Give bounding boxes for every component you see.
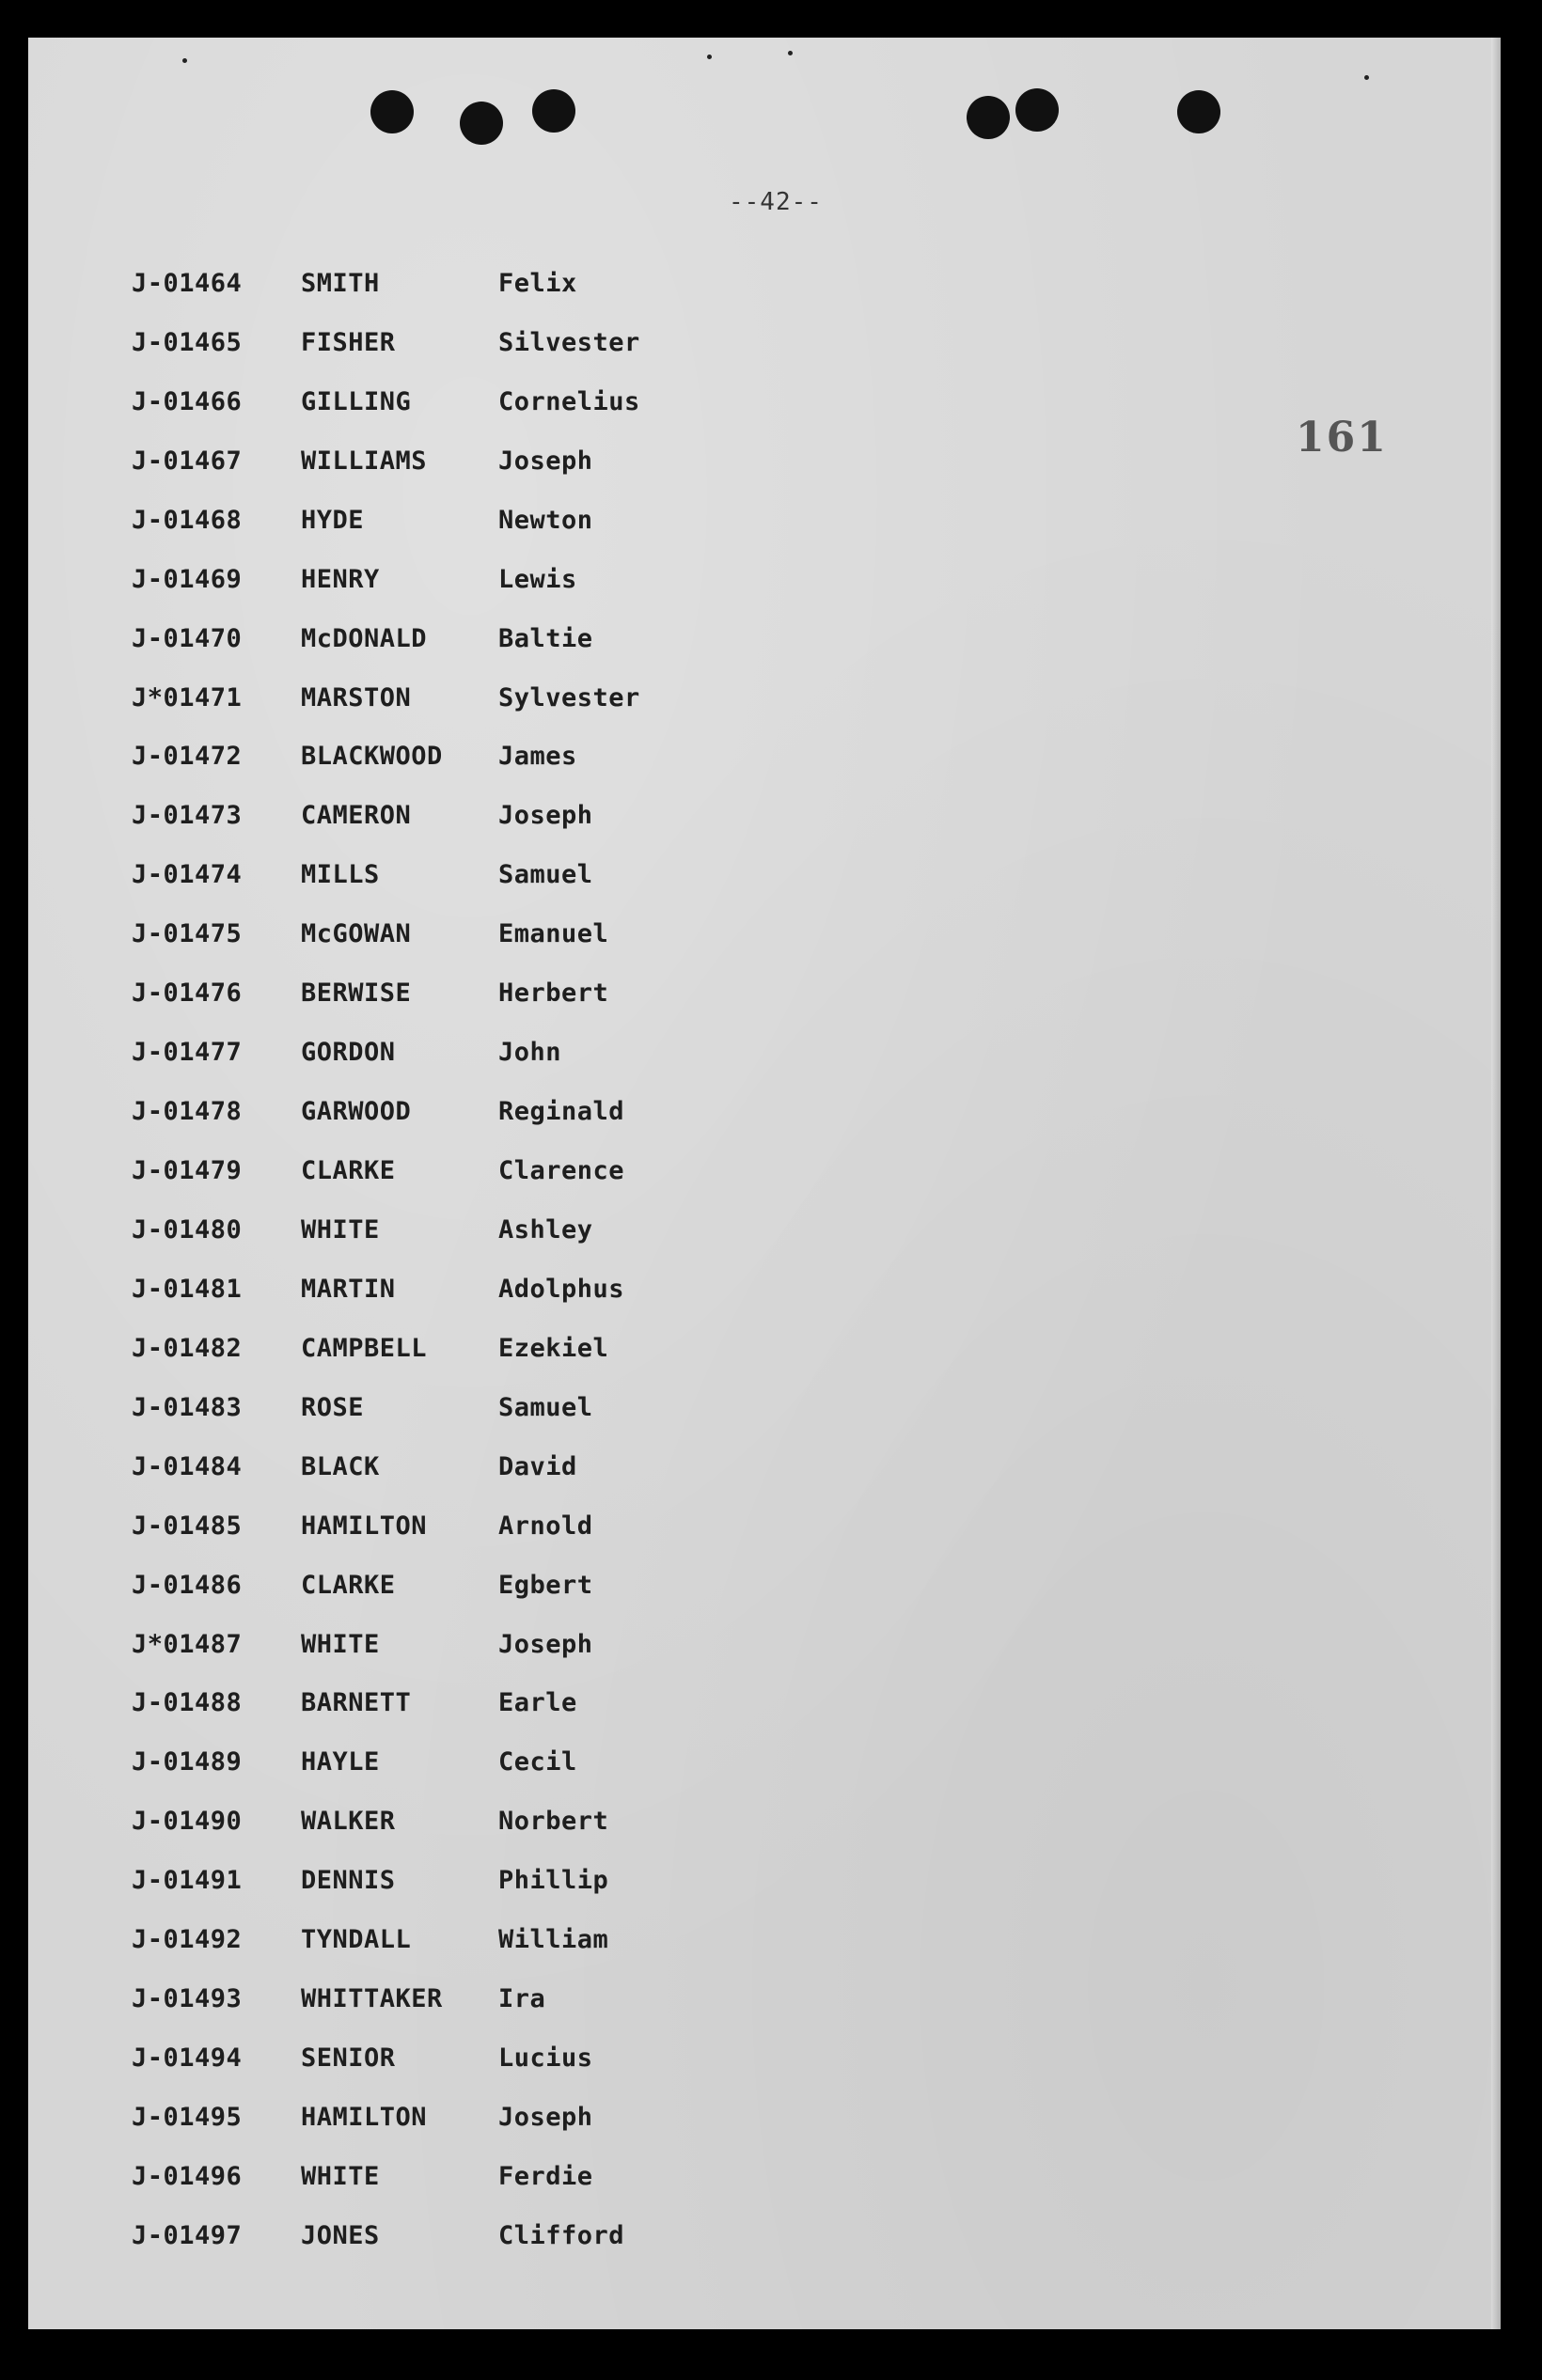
record-surname: SENIOR (301, 2043, 396, 2074)
record-given-name: Baltie (498, 623, 593, 653)
record-given-name: Samuel (498, 860, 593, 890)
record-given-name: John (498, 1038, 562, 1068)
record-row (132, 550, 790, 609)
record-number: J-01485 (132, 1511, 243, 1541)
record-number: J-01480 (132, 1214, 243, 1245)
record-given-name: Newton (498, 505, 593, 535)
record-surname: CLARKE (301, 1570, 396, 1600)
record-surname: ROSE (301, 1392, 365, 1422)
record-given-name: Joseph (498, 1629, 593, 1659)
record-number: J-01472 (132, 742, 243, 772)
record-number: J-01489 (132, 1747, 243, 1777)
record-surname: BERWISE (301, 979, 412, 1009)
record-number: J-01477 (132, 1038, 243, 1068)
record-surname: HAYLE (301, 1747, 380, 1777)
record-number: J-01464 (132, 268, 243, 298)
record-given-name: Lewis (498, 564, 577, 594)
record-given-name: Clarence (498, 1156, 625, 1186)
record-row (132, 1556, 790, 1615)
record-given-name: Adolphus (498, 1274, 625, 1304)
record-number: J-01484 (132, 1451, 243, 1481)
record-given-name: William (498, 1925, 609, 1955)
record-surname: MARSTON (301, 682, 412, 712)
record-surname: McDONALD (301, 623, 428, 653)
record-given-name: Joseph (498, 446, 593, 476)
record-row (132, 2206, 790, 2265)
record-given-name: Silvester (498, 327, 640, 357)
record-number: J-01474 (132, 860, 243, 890)
record-surname: DENNIS (301, 1866, 396, 1896)
record-surname: CAMPBELL (301, 1333, 428, 1363)
record-given-name: Arnold (498, 1511, 593, 1541)
record-surname: WHITTAKER (301, 1984, 443, 2014)
record-row (132, 1910, 790, 1969)
record-row (132, 431, 790, 491)
punch-hole (370, 90, 414, 133)
record-number: J-01466 (132, 386, 243, 416)
record-surname: HAMILTON (301, 1511, 428, 1541)
ink-speck (707, 55, 712, 59)
record-row (132, 313, 790, 372)
record-number: J-01482 (132, 1333, 243, 1363)
record-number: J-01492 (132, 1925, 243, 1955)
records-list (132, 254, 790, 2265)
punch-hole (460, 102, 503, 145)
record-row (132, 1496, 790, 1556)
record-row (132, 2028, 790, 2088)
punch-hole (1015, 88, 1059, 132)
record-surname: BARNETT (301, 1688, 412, 1718)
record-number: J-01495 (132, 2103, 243, 2133)
record-number: J-01465 (132, 327, 243, 357)
record-given-name: Joseph (498, 801, 593, 831)
record-surname: WALKER (301, 1807, 396, 1837)
record-surname: CAMERON (301, 801, 412, 831)
record-row (132, 491, 790, 550)
record-given-name: Samuel (498, 1392, 593, 1422)
record-number: J-01469 (132, 564, 243, 594)
record-given-name: Herbert (498, 979, 609, 1009)
record-number: J-01481 (132, 1274, 243, 1304)
ink-speck (788, 51, 793, 55)
record-surname: SMITH (301, 268, 380, 298)
record-given-name: Cornelius (498, 386, 640, 416)
record-number: J*01471 (132, 682, 243, 712)
record-row (132, 2147, 790, 2206)
record-surname: TYNDALL (301, 1925, 412, 1955)
record-given-name: Phillip (498, 1866, 609, 1896)
record-row (132, 1851, 790, 1910)
record-surname: FISHER (301, 327, 396, 357)
record-number: J-01486 (132, 1570, 243, 1600)
record-given-name: Norbert (498, 1807, 609, 1837)
record-row (132, 1260, 790, 1319)
record-number: J-01491 (132, 1866, 243, 1896)
record-given-name: Felix (498, 268, 577, 298)
record-number: J-01496 (132, 2161, 243, 2191)
record-given-name: Ashley (498, 1214, 593, 1245)
record-row (132, 1141, 790, 1200)
record-given-name: James (498, 742, 577, 772)
record-row (132, 904, 790, 963)
record-number: J-01475 (132, 919, 243, 949)
record-given-name: David (498, 1451, 577, 1481)
record-surname: WILLIAMS (301, 446, 428, 476)
record-row (132, 609, 790, 668)
record-surname: MARTIN (301, 1274, 396, 1304)
record-number: J-01483 (132, 1392, 243, 1422)
record-row (132, 1023, 790, 1082)
record-surname: GORDON (301, 1038, 396, 1068)
record-given-name: Earle (498, 1688, 577, 1718)
record-row (132, 963, 790, 1023)
record-number: J-01497 (132, 2220, 243, 2250)
record-number: J-01468 (132, 505, 243, 535)
record-given-name: Ira (498, 1984, 546, 2014)
record-row (132, 1378, 790, 1437)
record-surname: WHITE (301, 1629, 380, 1659)
record-given-name: Emanuel (498, 919, 609, 949)
record-row (132, 1674, 790, 1733)
record-row (132, 1200, 790, 1260)
stamp-number: 161 (1296, 414, 1388, 462)
record-surname: WHITE (301, 1214, 380, 1245)
record-number: J-01470 (132, 623, 243, 653)
record-row (132, 786, 790, 845)
record-number: J*01487 (132, 1629, 243, 1659)
ink-speck (1364, 75, 1369, 80)
record-row (132, 1615, 790, 1674)
record-number: J-01494 (132, 2043, 243, 2074)
record-row (132, 1319, 790, 1378)
record-given-name: Clifford (498, 2220, 625, 2250)
record-surname: BLACKWOOD (301, 742, 443, 772)
record-row (132, 254, 790, 313)
document-page (28, 38, 1501, 2329)
record-given-name: Egbert (498, 1570, 593, 1600)
record-number: J-01479 (132, 1156, 243, 1186)
record-given-name: Ezekiel (498, 1333, 609, 1363)
record-row (132, 1732, 790, 1792)
record-surname: GARWOOD (301, 1097, 412, 1127)
record-surname: HENRY (301, 564, 380, 594)
record-given-name: Cecil (498, 1747, 577, 1777)
page-edge-shadow (1491, 38, 1501, 2329)
record-row (132, 1969, 790, 2028)
record-surname: HAMILTON (301, 2103, 428, 2133)
page-number: --42-- (729, 188, 823, 216)
record-surname: WHITE (301, 2161, 380, 2191)
record-surname: CLARKE (301, 1156, 396, 1186)
punch-hole (532, 89, 575, 133)
record-surname: JONES (301, 2220, 380, 2250)
record-number: J-01490 (132, 1807, 243, 1837)
record-row (132, 1082, 790, 1141)
record-number: J-01473 (132, 801, 243, 831)
record-row (132, 668, 790, 728)
ink-speck (182, 58, 187, 63)
record-given-name: Ferdie (498, 2161, 593, 2191)
record-number: J-01476 (132, 979, 243, 1009)
record-number: J-01488 (132, 1688, 243, 1718)
record-given-name: Sylvester (498, 682, 640, 712)
record-row (132, 845, 790, 904)
punch-hole (1177, 90, 1220, 133)
record-surname: BLACK (301, 1451, 380, 1481)
record-row (132, 2088, 790, 2147)
record-number: J-01478 (132, 1097, 243, 1127)
record-given-name: Lucius (498, 2043, 593, 2074)
record-surname: McGOWAN (301, 919, 412, 949)
record-given-name: Joseph (498, 2103, 593, 2133)
record-surname: GILLING (301, 386, 412, 416)
record-given-name: Reginald (498, 1097, 625, 1127)
record-row (132, 372, 790, 431)
record-number: J-01493 (132, 1984, 243, 2014)
record-row (132, 1437, 790, 1496)
record-surname: MILLS (301, 860, 380, 890)
record-surname: HYDE (301, 505, 365, 535)
record-number: J-01467 (132, 446, 243, 476)
punch-hole (967, 96, 1010, 139)
record-row (132, 1792, 790, 1851)
record-row (132, 728, 790, 787)
